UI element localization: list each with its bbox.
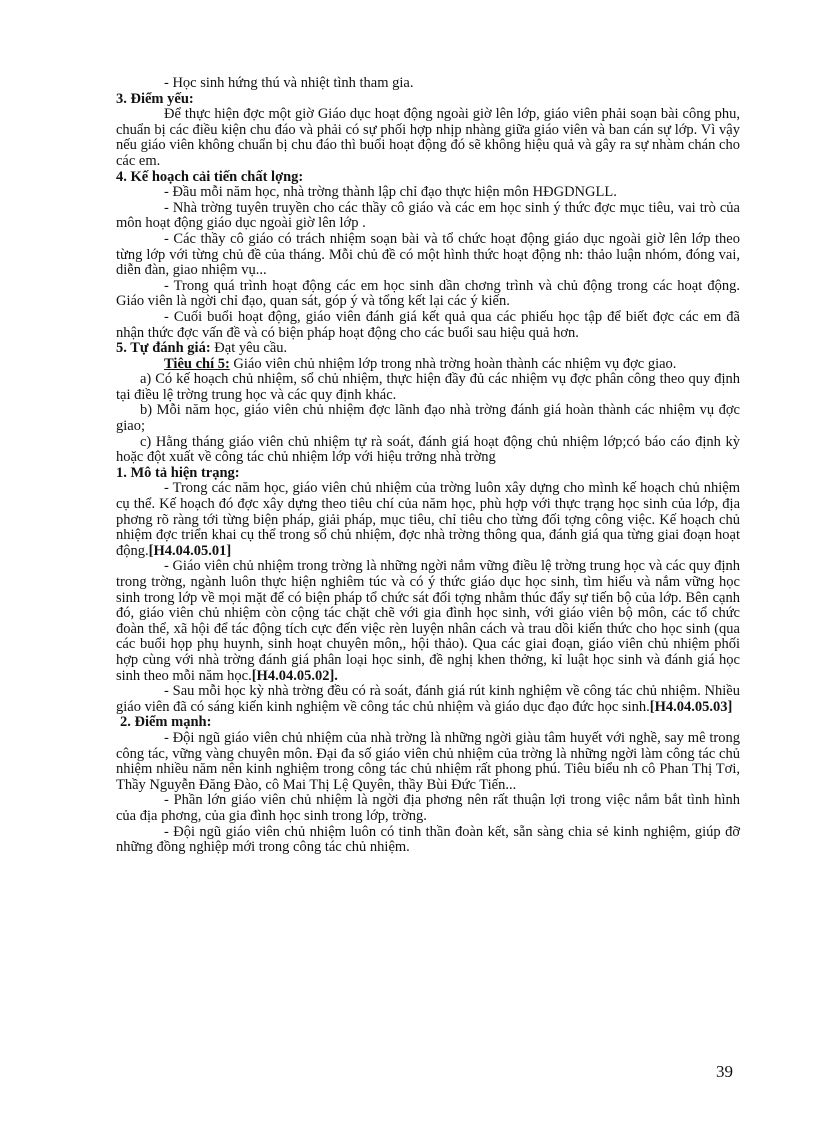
paragraph-text: - Sau mỗi học kỳ nhà trờng đều có rà soát, đánh giá rút kinh nghiệm về công tác chủ nhiệm. Nhiều giáo viên đã có sáng kiến kinh nghiệm về công tác chủ nhiệm và giáo dục đạo đức học sinh.: [116, 683, 740, 715]
section-heading: 1. Mô tả hiện trạng:: [116, 464, 240, 481]
self-evaluation-line: [116, 341, 740, 357]
paragraph: Để thực hiện đợc một giờ Giáo dục hoạt động ngoài giờ lên lớp, giáo viên phải soạn bài công phu, chuẩn bị các điều kiện chu đáo và phải có sự phối hợp nhịp nhàng giữa giáo viên và ban cán sự lớp. Vì vậy nếu giáo viên không chuẩn bị chu đáo thì buổi hoạt động đó sẽ không hiệu quả và gây ra sự nhàm chán cho các em.: [116, 106, 740, 169]
section-heading: 2. Điểm mạnh:: [120, 714, 212, 731]
criterion-label: Tiêu chí 5:: [164, 355, 230, 372]
section-heading: 5. Tự đánh giá:: [116, 340, 211, 357]
paragraph-text: - Trong các năm học, giáo viên chủ nhiệm của trờng luôn xây dựng cho mình kế hoạch chủ nhiệm cụ thể. Kế hoạch đó đợc xây dựng theo tiêu chí của năm học, phù hợp với thực trạng học sinh của lớp, địa phơng rõ ràng tới từng biện pháp, giải pháp, mục tiêu, chỉ tiêu cho từng đối tợng công việc. Kế hoạch chủ nhiệm đợc triển khai cụ thể trong sổ chủ nhiệm, đợc nhà trờng thông qua, đánh giá qua từng giai đoạn hoạt động.: [116, 480, 740, 559]
paragraph: [116, 684, 740, 715]
paragraph: - Trong quá trình hoạt động các em học sinh dần chơng trình và chủ động trong các hoạt động. Giáo viên là ngời chỉ đạo, quan sát, góp ý và tổng kết lại các ý kiến.: [116, 277, 740, 310]
evidence-code: [H4.04.05.02].: [251, 667, 338, 684]
criterion-text: Giáo viên chủ nhiệm lớp trong nhà trờng hoàn thành các nhiệm vụ đợc giao.: [233, 355, 677, 372]
criterion-item: b) Mỗi năm học, giáo viên chủ nhiệm đợc lãnh đạo nhà trờng đánh giá hoàn thành các nhiệm vụ đợc giao;: [116, 402, 740, 435]
evidence-code: [H4.04.05.03]: [649, 698, 733, 715]
paragraph: [116, 481, 740, 559]
section-heading: 4. Kế hoạch cải tiến chất lợng:: [116, 168, 304, 185]
criterion-title: [116, 357, 740, 373]
paragraph: - Nhà trờng tuyên truyền cho các thầy cô giáo và các em học sinh ý thức đợc mục tiêu, vai trò của môn hoạt động giáo dục ngoài giờ lên lớp .: [116, 199, 740, 232]
paragraph: - Đội ngũ giáo viên chủ nhiệm luôn có tinh thần đoàn kết, sẵn sàng chia sẻ kinh nghiệm, giúp đỡ những đồng nghiệp mới trong công tác chủ nhiệm.: [116, 823, 740, 856]
self-evaluation-value: Đạt yêu cầu.: [214, 340, 288, 357]
criterion-item: a) Có kế hoạch chủ nhiệm, sổ chủ nhiệm, thực hiện đầy đủ các nhiệm vụ đợc phân công theo quy định tại điều lệ trờng trung học và các quy định khác.: [116, 371, 740, 403]
section-heading: 3. Điểm yếu:: [116, 90, 194, 107]
document-page: [116, 76, 740, 856]
paragraph: - Đầu mỗi năm học, nhà trờng thành lập chỉ đạo thực hiện môn HĐGDNGLL.: [164, 184, 617, 201]
criterion-item: c) Hằng tháng giáo viên chủ nhiệm tự rà soát, đánh giá hoạt động chủ nhiệm lớp;có báo cáo định kỳ hoặc đột xuất về công tác chủ nhiệm lớp với hiệu trởng nhà trờng: [116, 433, 740, 466]
paragraph: [116, 559, 740, 684]
page-number: 39: [716, 1062, 733, 1081]
paragraph: - Học sinh hứng thú và nhiệt tình tham gia.: [164, 75, 414, 91]
paragraph: - Phần lớn giáo viên chủ nhiệm là ngời địa phơng nên rất thuận lợi trong việc nắm bắt tình hình của địa phơng, của gia đình học sinh trong lớp, trờng.: [116, 792, 740, 824]
evidence-code: [H4.04.05.01]: [148, 542, 232, 559]
paragraph: - Cuối buổi hoạt động, giáo viên đánh giá kết quả qua các phiếu học tập để biết đợc các em đã nhận thức đợc vấn đề và có biện pháp hoạt động cho các buổi sau hiệu quả hơn.: [116, 308, 740, 341]
paragraph: - Đội ngũ giáo viên chủ nhiệm của nhà trờng là những ngời giàu tâm huyết với nghề, say mê trong công tác, vững vàng chuyên môn. Đại đa số giáo viên chủ nhiệm của trờng là những ngời làm công tác chủ nhiệm nhiều năm nên kinh nghiệm trong công tác chủ nhiệm rất phong phú. Tiêu biểu nh cô Phan Thị Tơi, Thầy Nguyễn Đăng Đào, cô Mai Thị Lệ Quyên, thầy Bùi Đức Tiến...: [116, 729, 740, 793]
paragraph: - Các thầy cô giáo có trách nhiệm soạn bài và tổ chức hoạt động giáo dục ngoài giờ lên lớp theo từng lớp với từng chủ đề của tháng. Mỗi chủ đề có một hình thức hoạt động nh: thảo luận nhóm, đóng vai, diễn đàn, giao nhiệm vụ...: [116, 230, 740, 279]
paragraph-text: - Giáo viên chủ nhiệm trong trờng là những ngời nắm vững điều lệ trờng trung học và các quy định trong trờng, ngành luôn thực hiện nghiêm túc và có ý thức giáo dục học sinh, tìm hiểu và nắm vững học sinh trong lớp về mọi mặt để có biện pháp tổ chức sát đối tợng nhằm thúc đẩy sự tiến bộ của lớp. Bên cạnh đó, giáo viên chủ nhiệm còn cộng tác chặt chẽ với gia đình học sinh, với giáo viên bộ môn, các tổ chức đoàn thể, xã hội để tác động tích cực đến việc rèn luyện nhân cách và trau dồi kiến thức cho học sinh (qua các buổi họp phụ huynh, sinh hoạt chuyên môn,, hội thảo). Qua các giai đoạn, giáo viên chủ nhiệm phối hợp cùng với nhà trờng đánh giá phân loại học sinh, đề nghị khen thởng, kỉ luật học sinh và đánh giá học sinh theo mỗi năm học.: [116, 558, 740, 684]
